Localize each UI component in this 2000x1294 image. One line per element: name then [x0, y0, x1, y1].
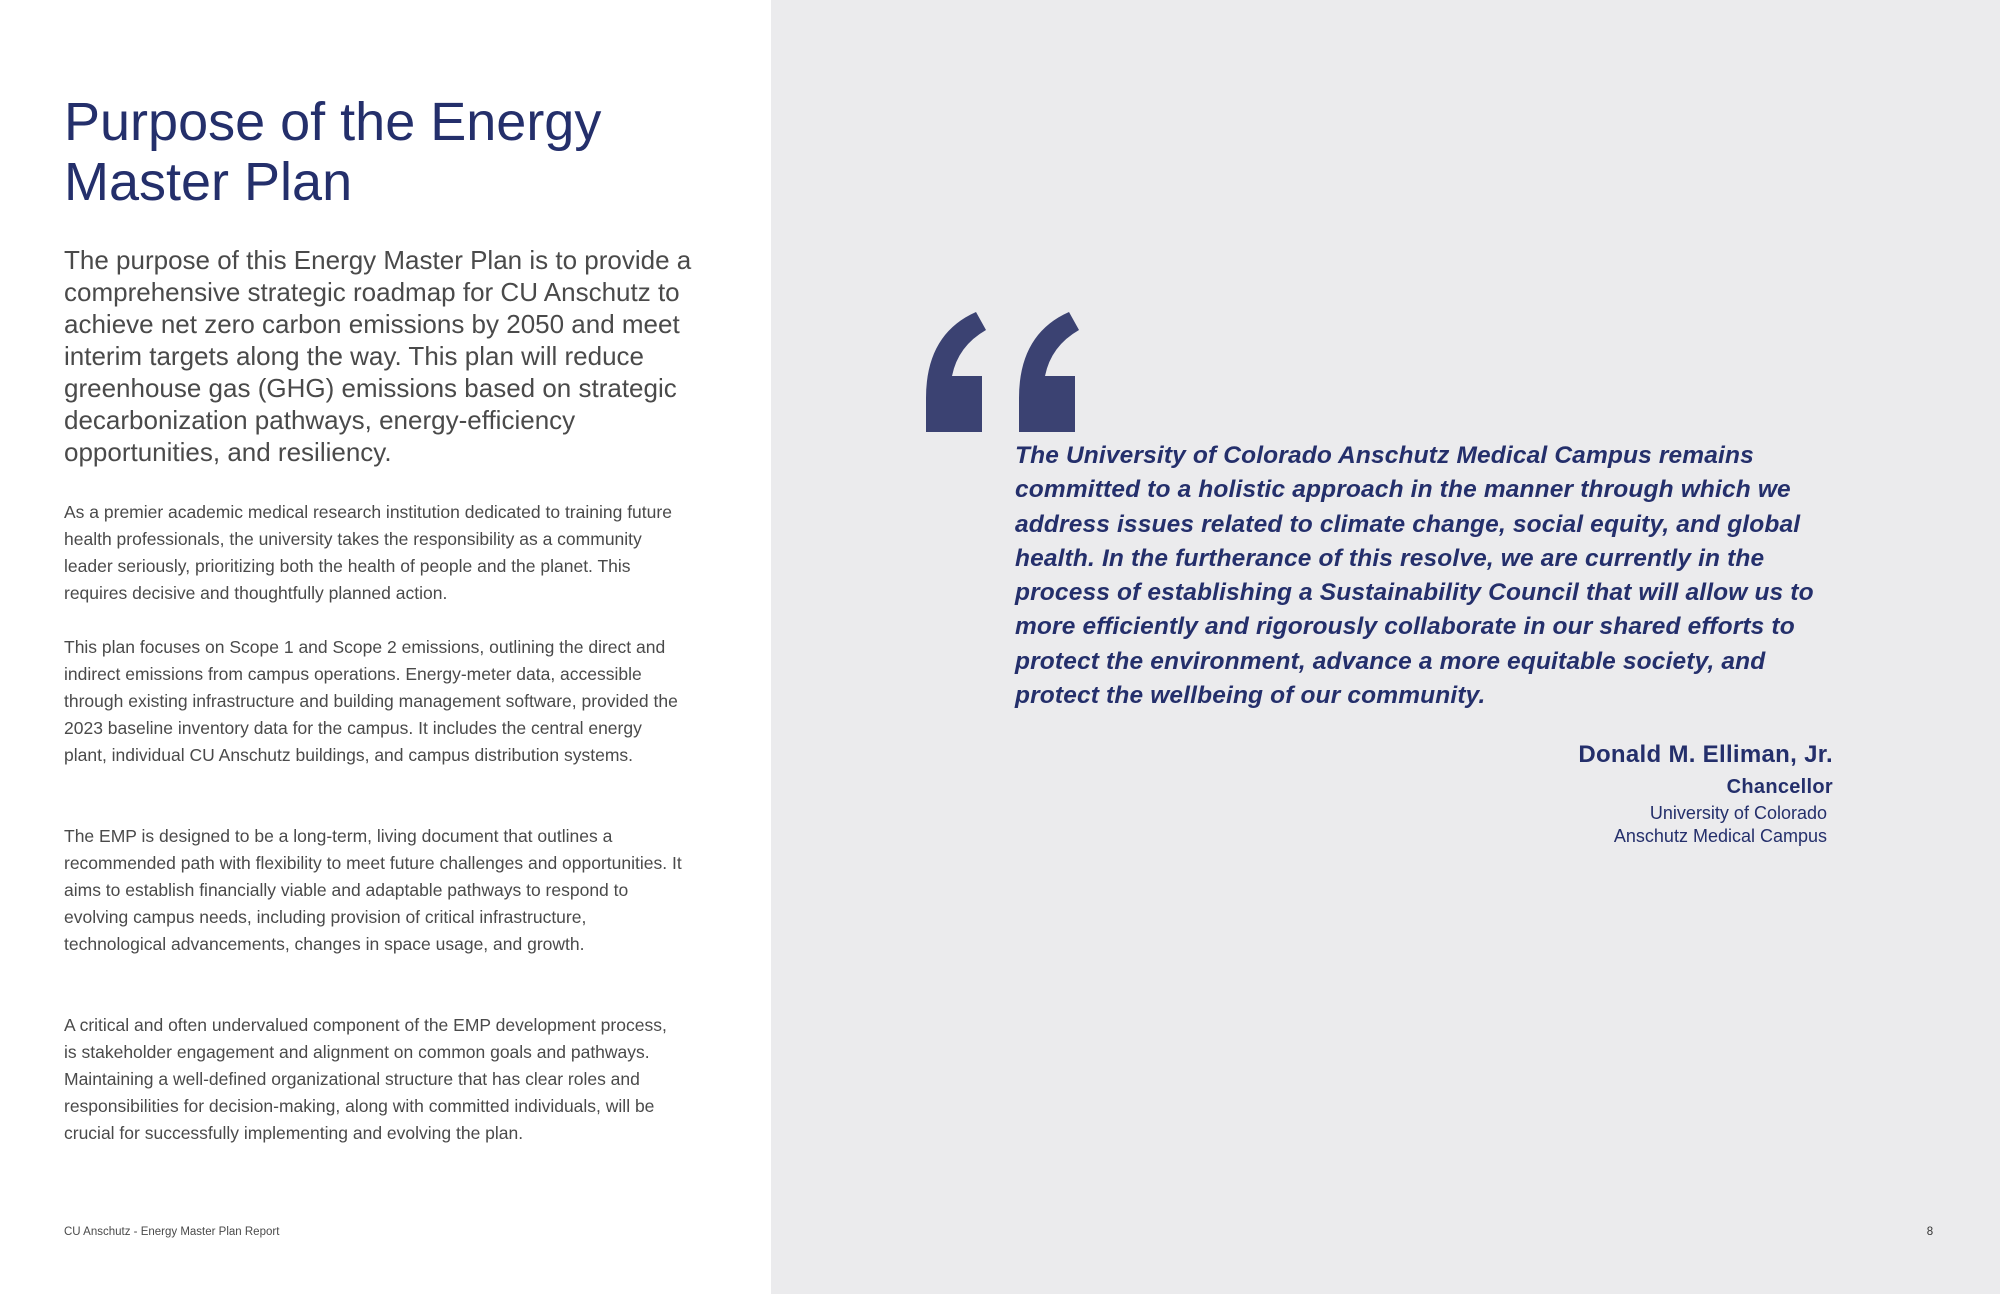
open-quote-icon	[1019, 312, 1079, 432]
signature-role: Chancellor	[1726, 776, 1833, 798]
footer-report-title: CU Anschutz - Energy Master Plan Report	[64, 1226, 280, 1238]
signature-block	[1333, 738, 1833, 848]
signature-org-line-2: Anschutz Medical Campus	[1613, 826, 1827, 846]
signature-name: Donald M. Elliman, Jr.	[1578, 741, 1833, 768]
open-quote-icon	[926, 312, 986, 432]
page-number: 8	[1926, 1226, 1934, 1238]
body-paragraph-1: As a premier academic medical research institution dedicated to training future health professionals, the university takes the responsibility as a community leader seriously, prioritizing both the health of people and the planet. This requires decisive and thoughtfully planned action.	[64, 502, 672, 603]
lead-paragraph: The purpose of this Energy Master Plan is to provide a comprehensive strategic roadmap for CU Anschutz to achieve net zero carbon emissions by 2050 and meet interim targets along the way. This plan will reduce greenhouse gas (GHG) emissions based on strategic decarbonization pathways, energy-efficiency opportunities, and resiliency.	[64, 245, 692, 467]
body-paragraph-4: A critical and often undervalued component of the EMP development process, is stakeholder engagement and alignment on common goals and pathways. Maintaining a well-defined organizational structure that has clear roles and responsibilities for decision-making, along with committed individuals, will be crucial for successfully implementing and evolving the plan.	[64, 1015, 667, 1143]
left-page	[0, 0, 771, 1294]
body-paragraph-2: This plan focuses on Scope 1 and Scope 2 emissions, outlining the direct and indirect emissions from campus operations. Energy-meter data, accessible through existing infrastructure and building management software, provided the 2023 baseline inventory data for the campus. It includes the central energy plant, individual CU Anschutz buildings, and campus distribution systems.	[64, 637, 678, 765]
body-paragraph-3: The EMP is designed to be a long-term, living document that outlines a recommended path with flexibility to meet future challenges and opportunities. It aims to establish financially viable and adaptable pathways to respond to evolving campus needs, including provision of critical infrastructure, technological advancements, changes in space usage, and growth.	[64, 826, 682, 954]
signature-org-line-1: University of Colorado	[1649, 803, 1827, 823]
chancellor-quote: The University of Colorado Anschutz Medical Campus remains committed to a holistic approach in the manner through which we address issues related to climate change, social equity, and global health. In the furtherance of this resolve, we are currently in the process of establishing a Sustainability Council that will allow us to more efficiently and rigorously collaborate in our shared efforts to protect the environment, advance a more equitable society, and protect the wellbeing of our community.	[1015, 442, 1814, 710]
page-title: Purpose of the Energy Master Plan	[64, 92, 602, 212]
